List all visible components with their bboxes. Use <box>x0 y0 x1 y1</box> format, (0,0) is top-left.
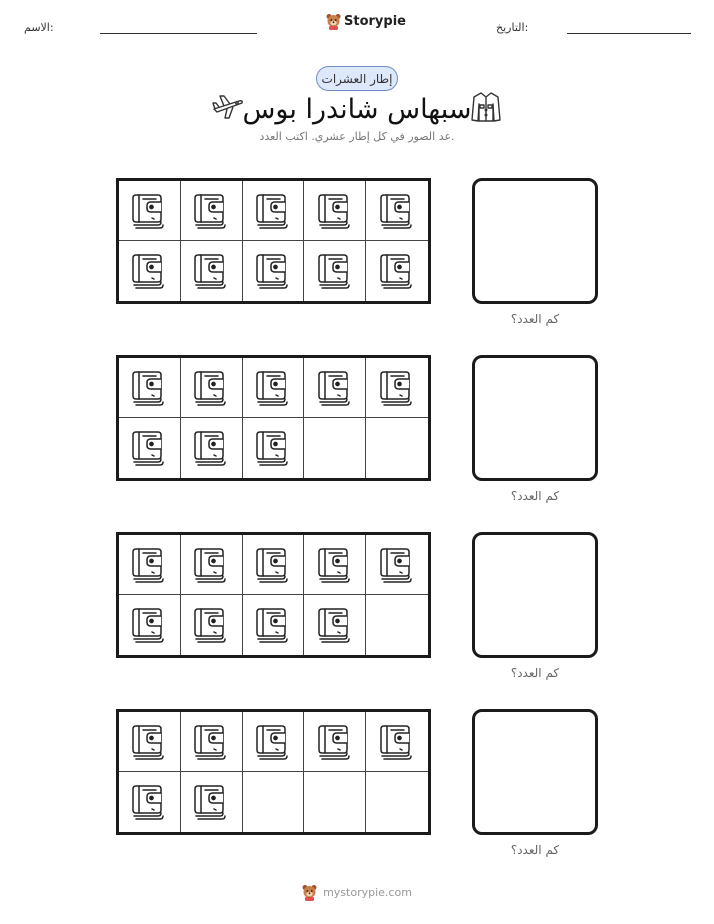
wallet-icon <box>189 426 233 470</box>
question-label: كم العدد؟ <box>510 843 560 857</box>
ten-frame-cell <box>366 535 428 595</box>
ten-frame-cell <box>181 241 243 301</box>
wallet-icon <box>251 366 295 410</box>
wallet-icon <box>127 249 171 293</box>
wallet-icon <box>375 543 419 587</box>
ten-frame <box>116 355 431 481</box>
wallet-icon <box>251 603 295 647</box>
date-line[interactable] <box>567 33 691 34</box>
wallet-icon <box>189 603 233 647</box>
wallet-icon <box>189 189 233 233</box>
wallet-icon <box>375 189 419 233</box>
footer-url[interactable]: mystorypie.com <box>323 886 412 899</box>
name-line[interactable] <box>100 33 257 34</box>
ten-frame-cell <box>119 241 181 301</box>
ten-frame-cell <box>304 181 366 241</box>
answer-box[interactable] <box>472 709 598 835</box>
ten-frame-cell <box>119 595 181 655</box>
ten-frame-cell <box>181 772 243 832</box>
wallet-icon <box>313 720 357 764</box>
ten-frame-cell <box>366 241 428 301</box>
ten-frame <box>116 709 431 835</box>
ten-frame-cell <box>304 712 366 772</box>
ten-frame-cell <box>243 595 305 655</box>
wallet-icon <box>127 720 171 764</box>
wallet-icon <box>189 780 233 824</box>
date-label: التاريخ: <box>496 21 529 34</box>
ten-frame-cell <box>181 418 243 478</box>
wallet-icon <box>251 720 295 764</box>
question-label: كم العدد؟ <box>510 312 560 326</box>
ten-frame-cell <box>119 712 181 772</box>
ten-frame-cell <box>366 181 428 241</box>
wallet-icon <box>127 366 171 410</box>
ten-frame-cell <box>304 772 366 832</box>
wallet-icon <box>189 543 233 587</box>
wallet-icon <box>127 189 171 233</box>
ten-frame-cell <box>243 241 305 301</box>
ten-frame-cell <box>366 418 428 478</box>
wallet-icon <box>251 543 295 587</box>
wallet-icon <box>313 603 357 647</box>
wallet-icon <box>127 426 171 470</box>
ten-frame-cell <box>304 535 366 595</box>
uniform-jacket-icon <box>470 90 502 124</box>
bear-mascot-icon <box>302 884 317 901</box>
answer-box[interactable] <box>472 355 598 481</box>
ten-frame-cell <box>119 535 181 595</box>
ten-frame-cell <box>366 712 428 772</box>
question-label: كم العدد؟ <box>510 666 560 680</box>
ten-frame-cell <box>304 241 366 301</box>
ten-frame-cell <box>181 595 243 655</box>
instructions: عد الصور في كل إطار عشري. اكتب العدد. <box>259 130 455 143</box>
answer-box[interactable] <box>472 178 598 304</box>
ten-frame-cell <box>119 181 181 241</box>
ten-frame-cell <box>366 595 428 655</box>
wallet-icon <box>251 189 295 233</box>
ten-frame-cell <box>243 535 305 595</box>
wallet-icon <box>313 249 357 293</box>
wallet-icon <box>189 366 233 410</box>
ten-frame-cell <box>181 358 243 418</box>
wallet-icon <box>189 249 233 293</box>
wallet-icon <box>251 249 295 293</box>
answer-box[interactable] <box>472 532 598 658</box>
ten-frame-cell <box>243 712 305 772</box>
name-label: الاسم: <box>24 21 54 34</box>
ten-frame-cell <box>243 772 305 832</box>
wallet-icon <box>375 720 419 764</box>
wallet-icon <box>375 249 419 293</box>
ten-frame <box>116 532 431 658</box>
ten-frame-cell <box>366 358 428 418</box>
ten-frame-cell <box>243 358 305 418</box>
brand-logo <box>326 13 406 30</box>
ten-frame <box>116 178 431 304</box>
wallet-icon <box>127 780 171 824</box>
wallet-icon <box>313 189 357 233</box>
ten-frame-cell <box>181 181 243 241</box>
bear-mascot-icon <box>326 13 341 30</box>
ten-frame-cell <box>366 772 428 832</box>
ten-frame-cell <box>181 535 243 595</box>
wallet-icon <box>189 720 233 764</box>
ten-frame-cell <box>119 418 181 478</box>
brand-name: Storypie <box>344 14 406 29</box>
wallet-icon <box>127 543 171 587</box>
ten-frame-cell <box>304 595 366 655</box>
wallet-icon <box>127 603 171 647</box>
wallet-icon <box>375 366 419 410</box>
worksheet-title: سبهاس شاندرا بوس <box>242 94 472 125</box>
wallet-icon <box>251 426 295 470</box>
question-label: كم العدد؟ <box>510 489 560 503</box>
wallet-icon <box>313 366 357 410</box>
ten-frame-cell <box>304 358 366 418</box>
footer <box>0 884 714 901</box>
ten-frame-cell <box>243 418 305 478</box>
ten-frame-cell <box>119 772 181 832</box>
ten-frame-cell <box>119 358 181 418</box>
wallet-icon <box>313 543 357 587</box>
category-badge: إطار العشرات <box>316 66 398 91</box>
ten-frame-cell <box>243 181 305 241</box>
ten-frame-cell <box>304 418 366 478</box>
ten-frame-cell <box>181 712 243 772</box>
